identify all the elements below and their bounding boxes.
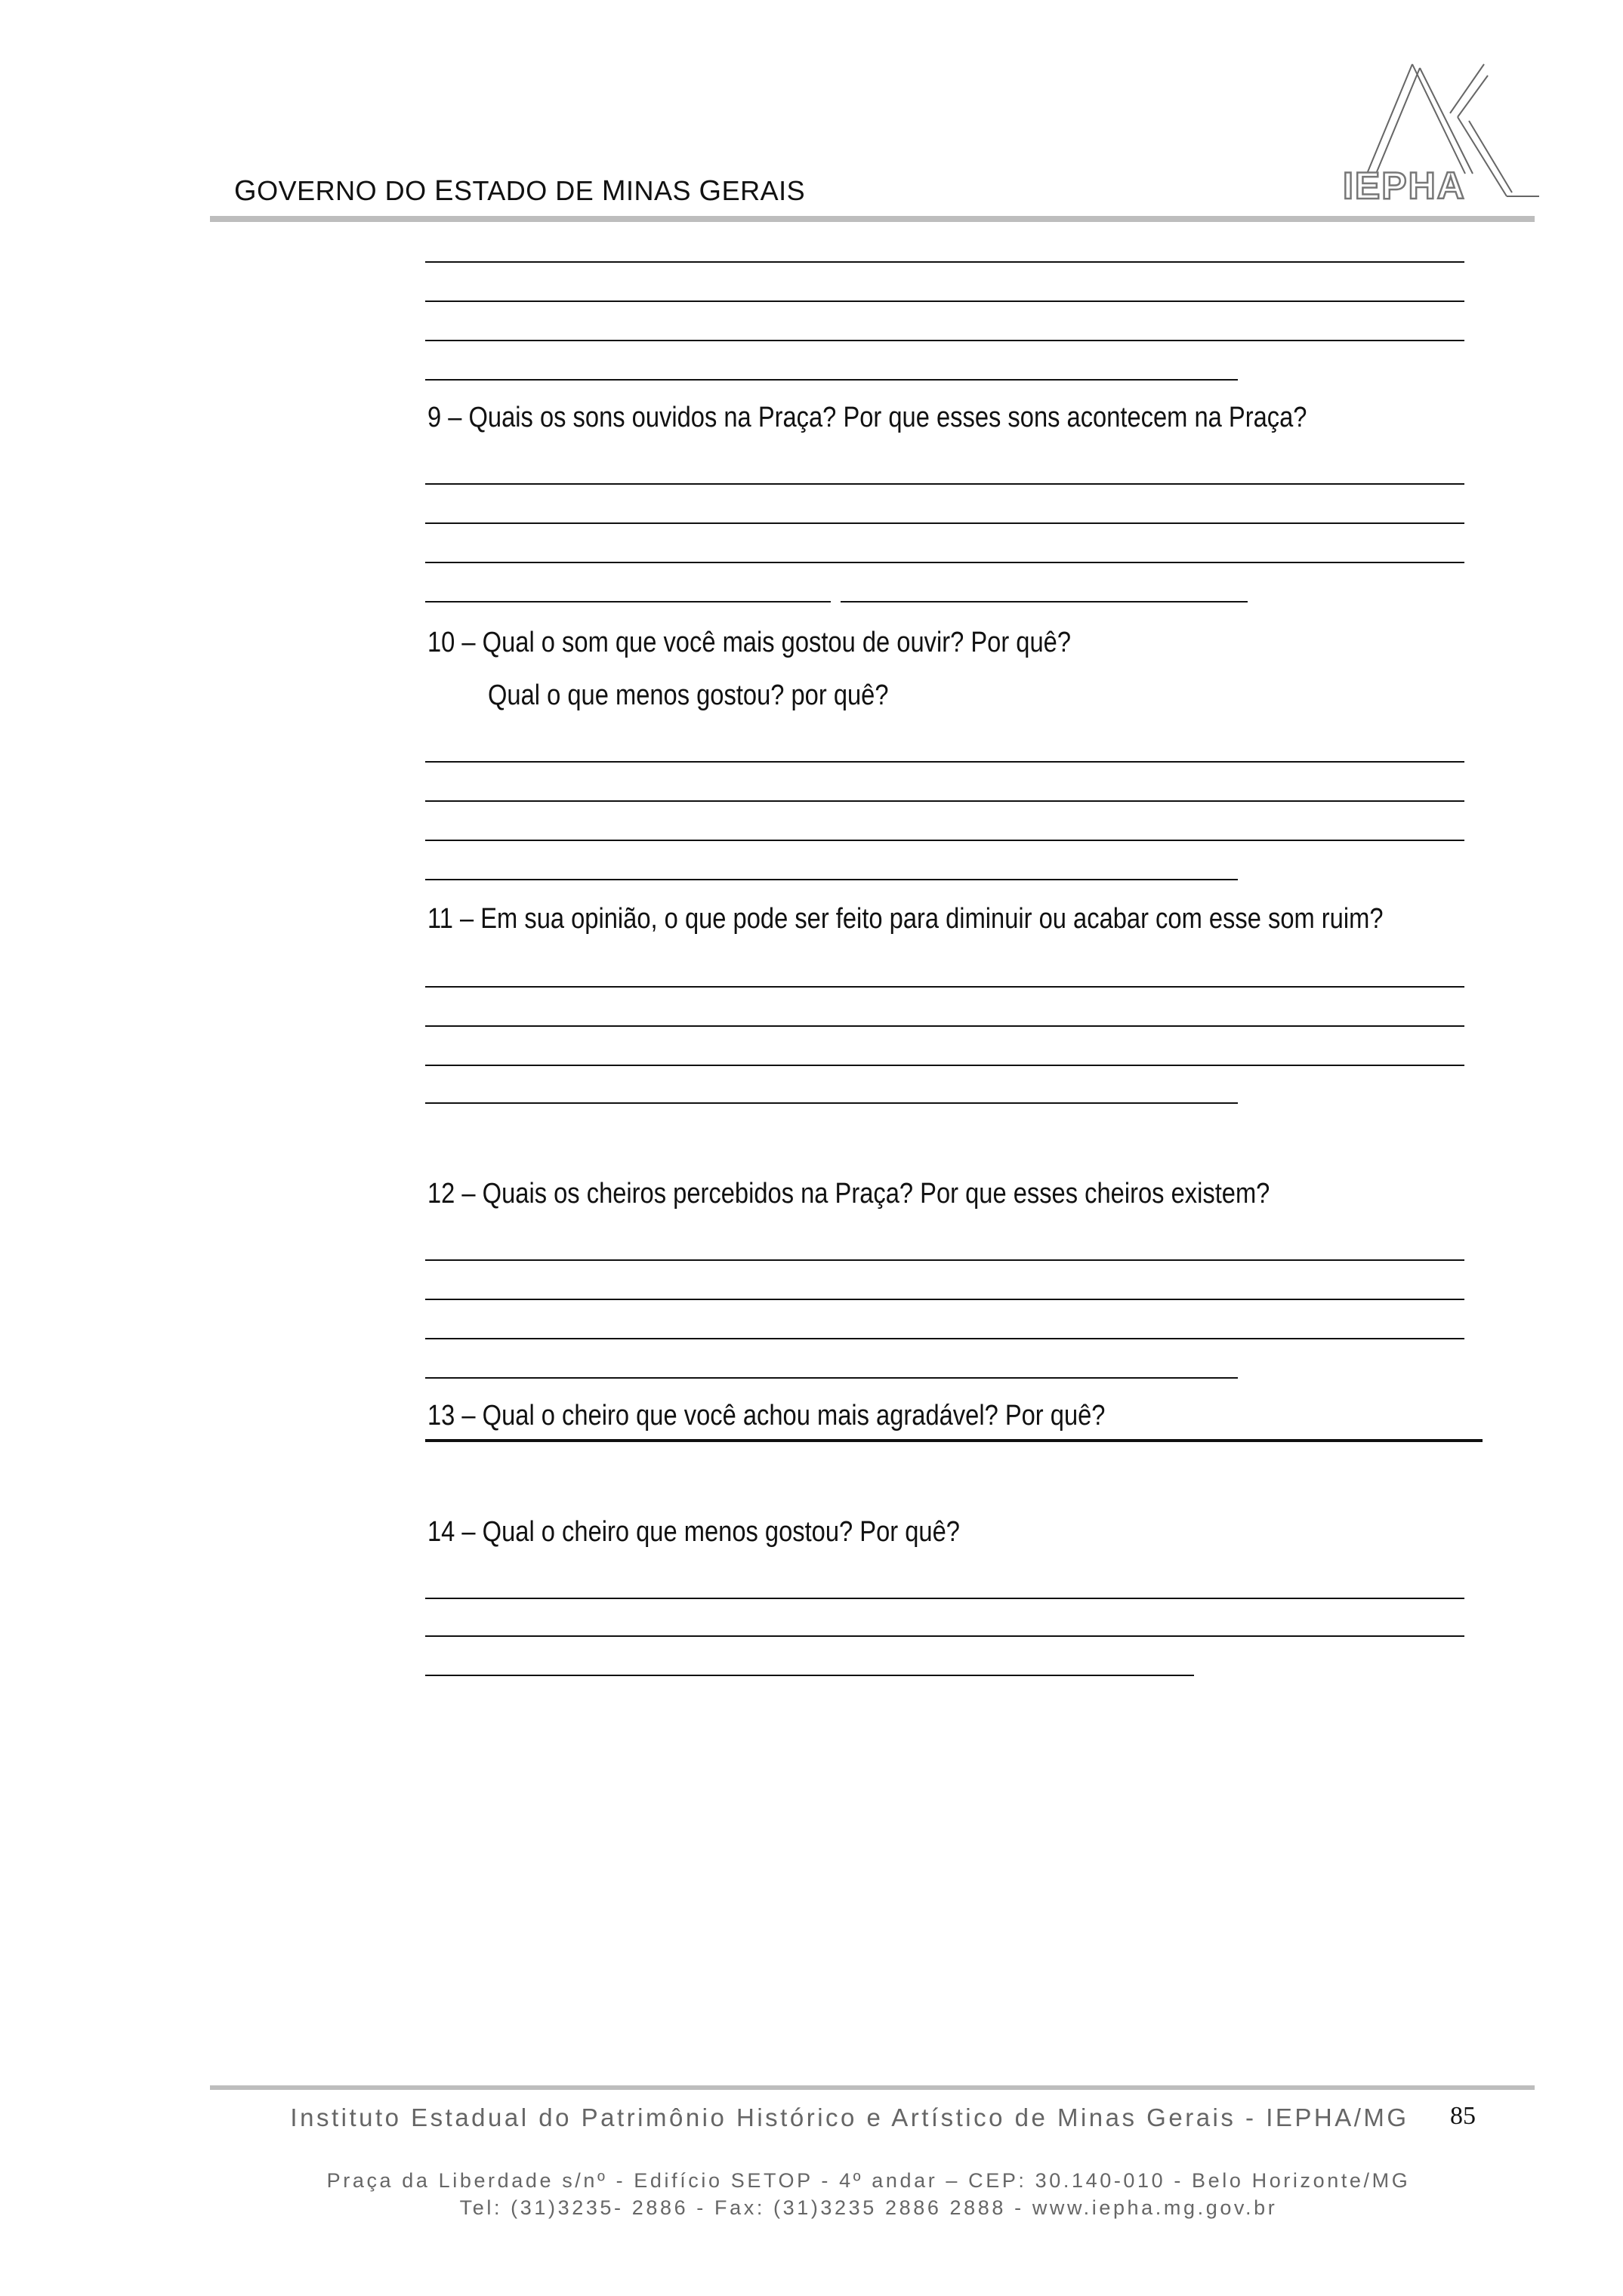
answer-line bbox=[425, 879, 1238, 880]
answer-line bbox=[425, 1377, 1238, 1379]
question-10-sub: Qual o que menos gostou? por quê? bbox=[488, 680, 889, 711]
answer-line bbox=[425, 1259, 1464, 1261]
footer-contact: Tel: (31)3235- 2886 - Fax: (31)3235 2886 2888 - www.iepha.mg.gov.br bbox=[459, 2196, 1278, 2219]
header-title-part: E bbox=[434, 175, 454, 207]
answer-line bbox=[425, 840, 1464, 841]
answer-line bbox=[425, 1025, 1464, 1027]
answer-line bbox=[425, 562, 1464, 563]
question-10: 10 – Qual o som que você mais gostou de ouvir? Por quê? bbox=[427, 627, 1072, 658]
header-title-part: INAS bbox=[625, 175, 699, 206]
answer-line bbox=[425, 261, 1464, 263]
answer-line bbox=[425, 800, 1464, 802]
iepha-logo bbox=[1284, 60, 1541, 211]
header-title bbox=[234, 175, 805, 208]
answer-line bbox=[425, 1299, 1464, 1300]
answer-line bbox=[841, 601, 1248, 603]
question-9: 9 – Quais os sons ouvidos na Praça? Por que esses sons acontecem na Praça? bbox=[427, 402, 1307, 433]
footer-address: Praça da Liberdade s/nº - Edifício SETOP - 4º andar – CEP: 30.140-010 - Belo Horizonte/MG bbox=[326, 2169, 1411, 2192]
header-title-part: OVERNO DO bbox=[257, 175, 435, 206]
answer-line-bold bbox=[425, 1439, 1483, 1442]
header-title-part: ERAIS bbox=[721, 175, 806, 206]
answer-line bbox=[425, 1635, 1464, 1637]
question-12: 12 – Quais os cheiros percebidos na Praça? Por que esses cheiros existem? bbox=[427, 1178, 1270, 1210]
header-title-part: G bbox=[699, 175, 722, 207]
answer-line bbox=[425, 601, 831, 603]
answer-line bbox=[425, 1338, 1464, 1339]
answer-line bbox=[425, 379, 1238, 381]
header-title-part: STADO DE bbox=[453, 175, 602, 206]
question-14: 14 – Qual o cheiro que menos gostou? Por quê? bbox=[427, 1516, 960, 1548]
answer-line bbox=[425, 761, 1464, 763]
answer-line bbox=[425, 483, 1464, 485]
question-11: 11 – Em sua opinião, o que pode ser feito para diminuir ou acabar com esse som ruim? bbox=[427, 903, 1384, 935]
question-13: 13 – Qual o cheiro que você achou mais agradável? Por quê? bbox=[427, 1400, 1106, 1432]
header-title-part: M bbox=[601, 175, 626, 207]
answer-line bbox=[425, 340, 1464, 341]
header-title-part: G bbox=[234, 175, 258, 207]
footer-address-block bbox=[189, 2167, 1548, 2221]
answer-line bbox=[425, 300, 1464, 302]
header-rule bbox=[210, 216, 1535, 222]
answer-line bbox=[425, 522, 1464, 524]
footer-institution: Instituto Estadual do Patrimônio Histórico e Artístico de Minas Gerais - IEPHA/MG bbox=[290, 2103, 1409, 2131]
logo-text: IEPHA bbox=[1343, 165, 1466, 207]
answer-line bbox=[425, 1102, 1238, 1104]
footer-rule bbox=[210, 2085, 1535, 2090]
page-number: 85 bbox=[1450, 2102, 1476, 2130]
answer-line bbox=[425, 1675, 1194, 1676]
answer-line bbox=[425, 1065, 1464, 1066]
answer-line bbox=[425, 1598, 1464, 1599]
answer-line bbox=[425, 986, 1464, 988]
